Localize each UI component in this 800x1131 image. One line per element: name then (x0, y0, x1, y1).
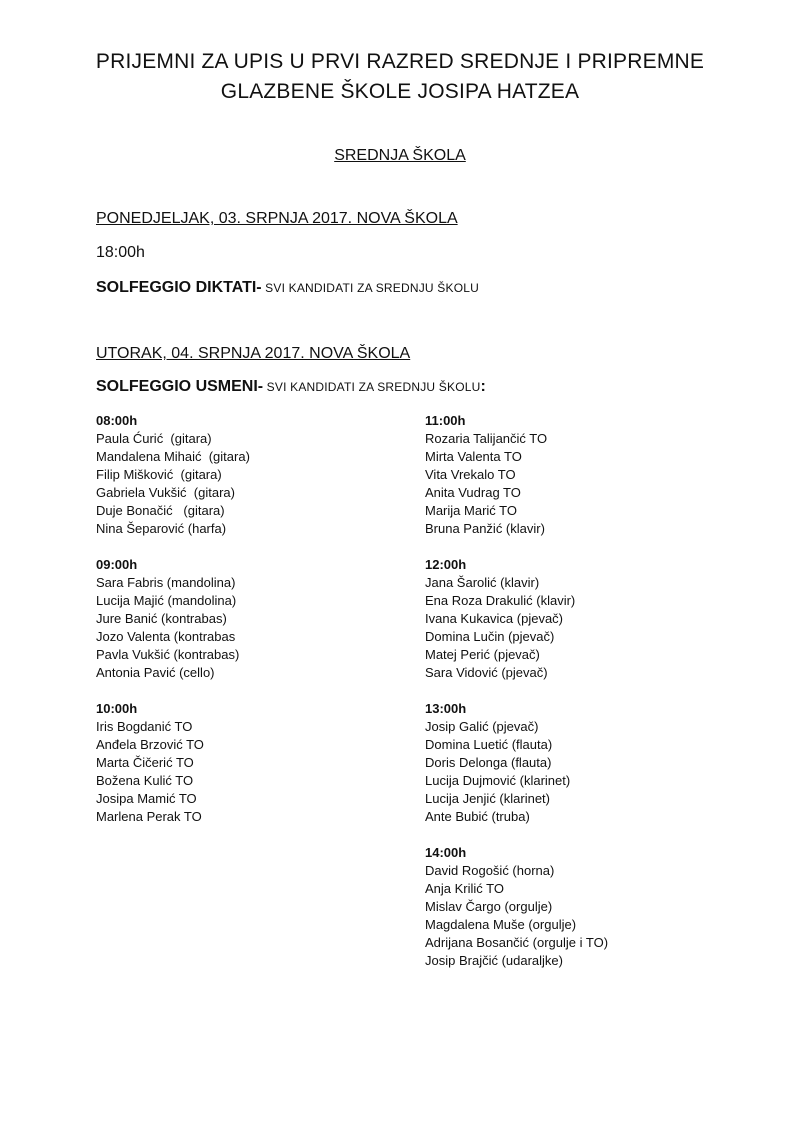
time-slot (425, 556, 608, 682)
candidate-name: Ivana Kukavica (pjevač) (425, 611, 564, 626)
candidate-name: Mislav Čargo (orgulje) (425, 899, 553, 914)
candidate-name: Iris Bogdanić TO (96, 719, 193, 734)
time-slot (425, 700, 608, 826)
candidate-name: Ena Roza Drakulić (klavir) (425, 593, 576, 608)
candidate-name: Josipa Mamić TO (96, 791, 197, 806)
candidate-name: Lucija Majić (mandolina) (96, 593, 237, 608)
candidate-name: Anđela Brzović TO (96, 737, 204, 752)
day1-exam (96, 279, 479, 297)
slot-time: 14:00h (425, 845, 467, 860)
candidate-name: Rozaria Talijančić TO (425, 431, 548, 446)
slot-time: 08:00h (96, 413, 138, 428)
candidate-name: Sara Fabris (mandolina) (96, 575, 236, 590)
candidate-name: Antonia Pavić (cello) (96, 665, 215, 680)
day2-exam-colon: : (480, 378, 486, 395)
day1-heading: PONEDJELJAK, 03. SRPNJA 2017. NOVA ŠKOLA (96, 210, 458, 227)
candidate-name: Filip Mišković (gitara) (96, 467, 222, 482)
slot-time: 11:00h (425, 413, 466, 428)
day1-exam-note: SVI KANDIDATI ZA SREDNJU ŠKOLU (261, 281, 479, 295)
candidate-name: Josip Brajčić (udaraljke) (425, 953, 563, 968)
candidate-name: Božena Kulić TO (96, 773, 194, 788)
candidate-name: Anja Krilić TO (425, 881, 504, 896)
day2-exam-dash: - (257, 378, 264, 395)
day1-time: 18:00h (96, 244, 145, 261)
candidate-name: Sara Vidović (pjevač) (425, 665, 548, 680)
time-slot (425, 844, 608, 970)
schedule-left-column (96, 412, 250, 844)
candidate-name: Nina Šeparović (harfa) (96, 521, 227, 536)
candidate-name: Lucija Jenjić (klarinet) (425, 791, 550, 806)
candidate-name: Marlena Perak TO (96, 809, 202, 824)
candidate-name: Matej Perić (pjevač) (425, 647, 540, 662)
schedule-right-column (425, 412, 608, 988)
candidate-name: Marija Marić TO (425, 503, 517, 518)
candidate-name: Jozo Valenta (kontrabas (96, 629, 236, 644)
slot-time: 12:00h (425, 557, 467, 572)
slot-time: 13:00h (425, 701, 467, 716)
candidate-name: Doris Delonga (flauta) (425, 755, 552, 770)
time-slot (96, 700, 250, 826)
section-heading: SREDNJA ŠKOLA (334, 147, 466, 164)
candidate-name: Josip Galić (pjevač) (425, 719, 539, 734)
candidate-name: Mandalena Mihaić (gitara) (96, 449, 250, 464)
candidate-name: Adrijana Bosančić (orgulje i TO) (425, 935, 609, 950)
title-line-1: PRIJEMNI ZA UPIS U PRVI RAZRED SREDNJE I PRIPREMNE (95, 50, 705, 73)
day1-exam-dash: - (256, 279, 262, 296)
candidate-name: Vita Vrekalo TO (425, 467, 516, 482)
document-title (0, 47, 800, 107)
time-slot (96, 556, 250, 682)
time-slot (96, 412, 250, 538)
candidate-name: Mirta Valenta TO (425, 449, 522, 464)
day1-exam-name: SOLFEGGIO DIKTATI (96, 279, 257, 296)
day2-exam-note: SVI KANDIDATI ZA SREDNJU ŠKOLU (263, 380, 481, 394)
candidate-name: Paula Ćurić (gitara) (96, 431, 212, 446)
day2-exam (96, 378, 486, 396)
slot-time: 10:00h (96, 701, 138, 716)
candidate-name: Anita Vudrag TO (425, 485, 521, 500)
candidate-name: Jana Šarolić (klavir) (425, 575, 540, 590)
candidate-name: Bruna Panžić (klavir) (425, 521, 545, 536)
day2-heading: UTORAK, 04. SRPNJA 2017. NOVA ŠKOLA (96, 345, 411, 362)
candidate-name: Domina Luetić (flauta) (425, 737, 553, 752)
candidate-name: Duje Bonačić (gitara) (96, 503, 225, 518)
candidate-name: Ante Bubić (truba) (425, 809, 530, 824)
candidate-name: Marta Čičerić TO (96, 755, 194, 770)
candidate-name: Jure Banić (kontrabas) (96, 611, 227, 626)
candidate-name: Domina Lučin (pjevač) (425, 629, 555, 644)
candidate-name: David Rogošić (horna) (425, 863, 555, 878)
title-line-2: GLAZBENE ŠKOLE JOSIPA HATZEA (220, 80, 580, 103)
candidate-name: Magdalena Muše (orgulje) (425, 917, 577, 932)
time-slot (425, 412, 608, 538)
slot-time: 09:00h (96, 557, 138, 572)
day2-exam-name: SOLFEGGIO USMENI (96, 378, 258, 395)
candidate-name: Lucija Dujmović (klarinet) (425, 773, 571, 788)
candidate-name: Pavla Vukšić (kontrabas) (96, 647, 240, 662)
candidate-name: Gabriela Vukšić (gitara) (96, 485, 235, 500)
